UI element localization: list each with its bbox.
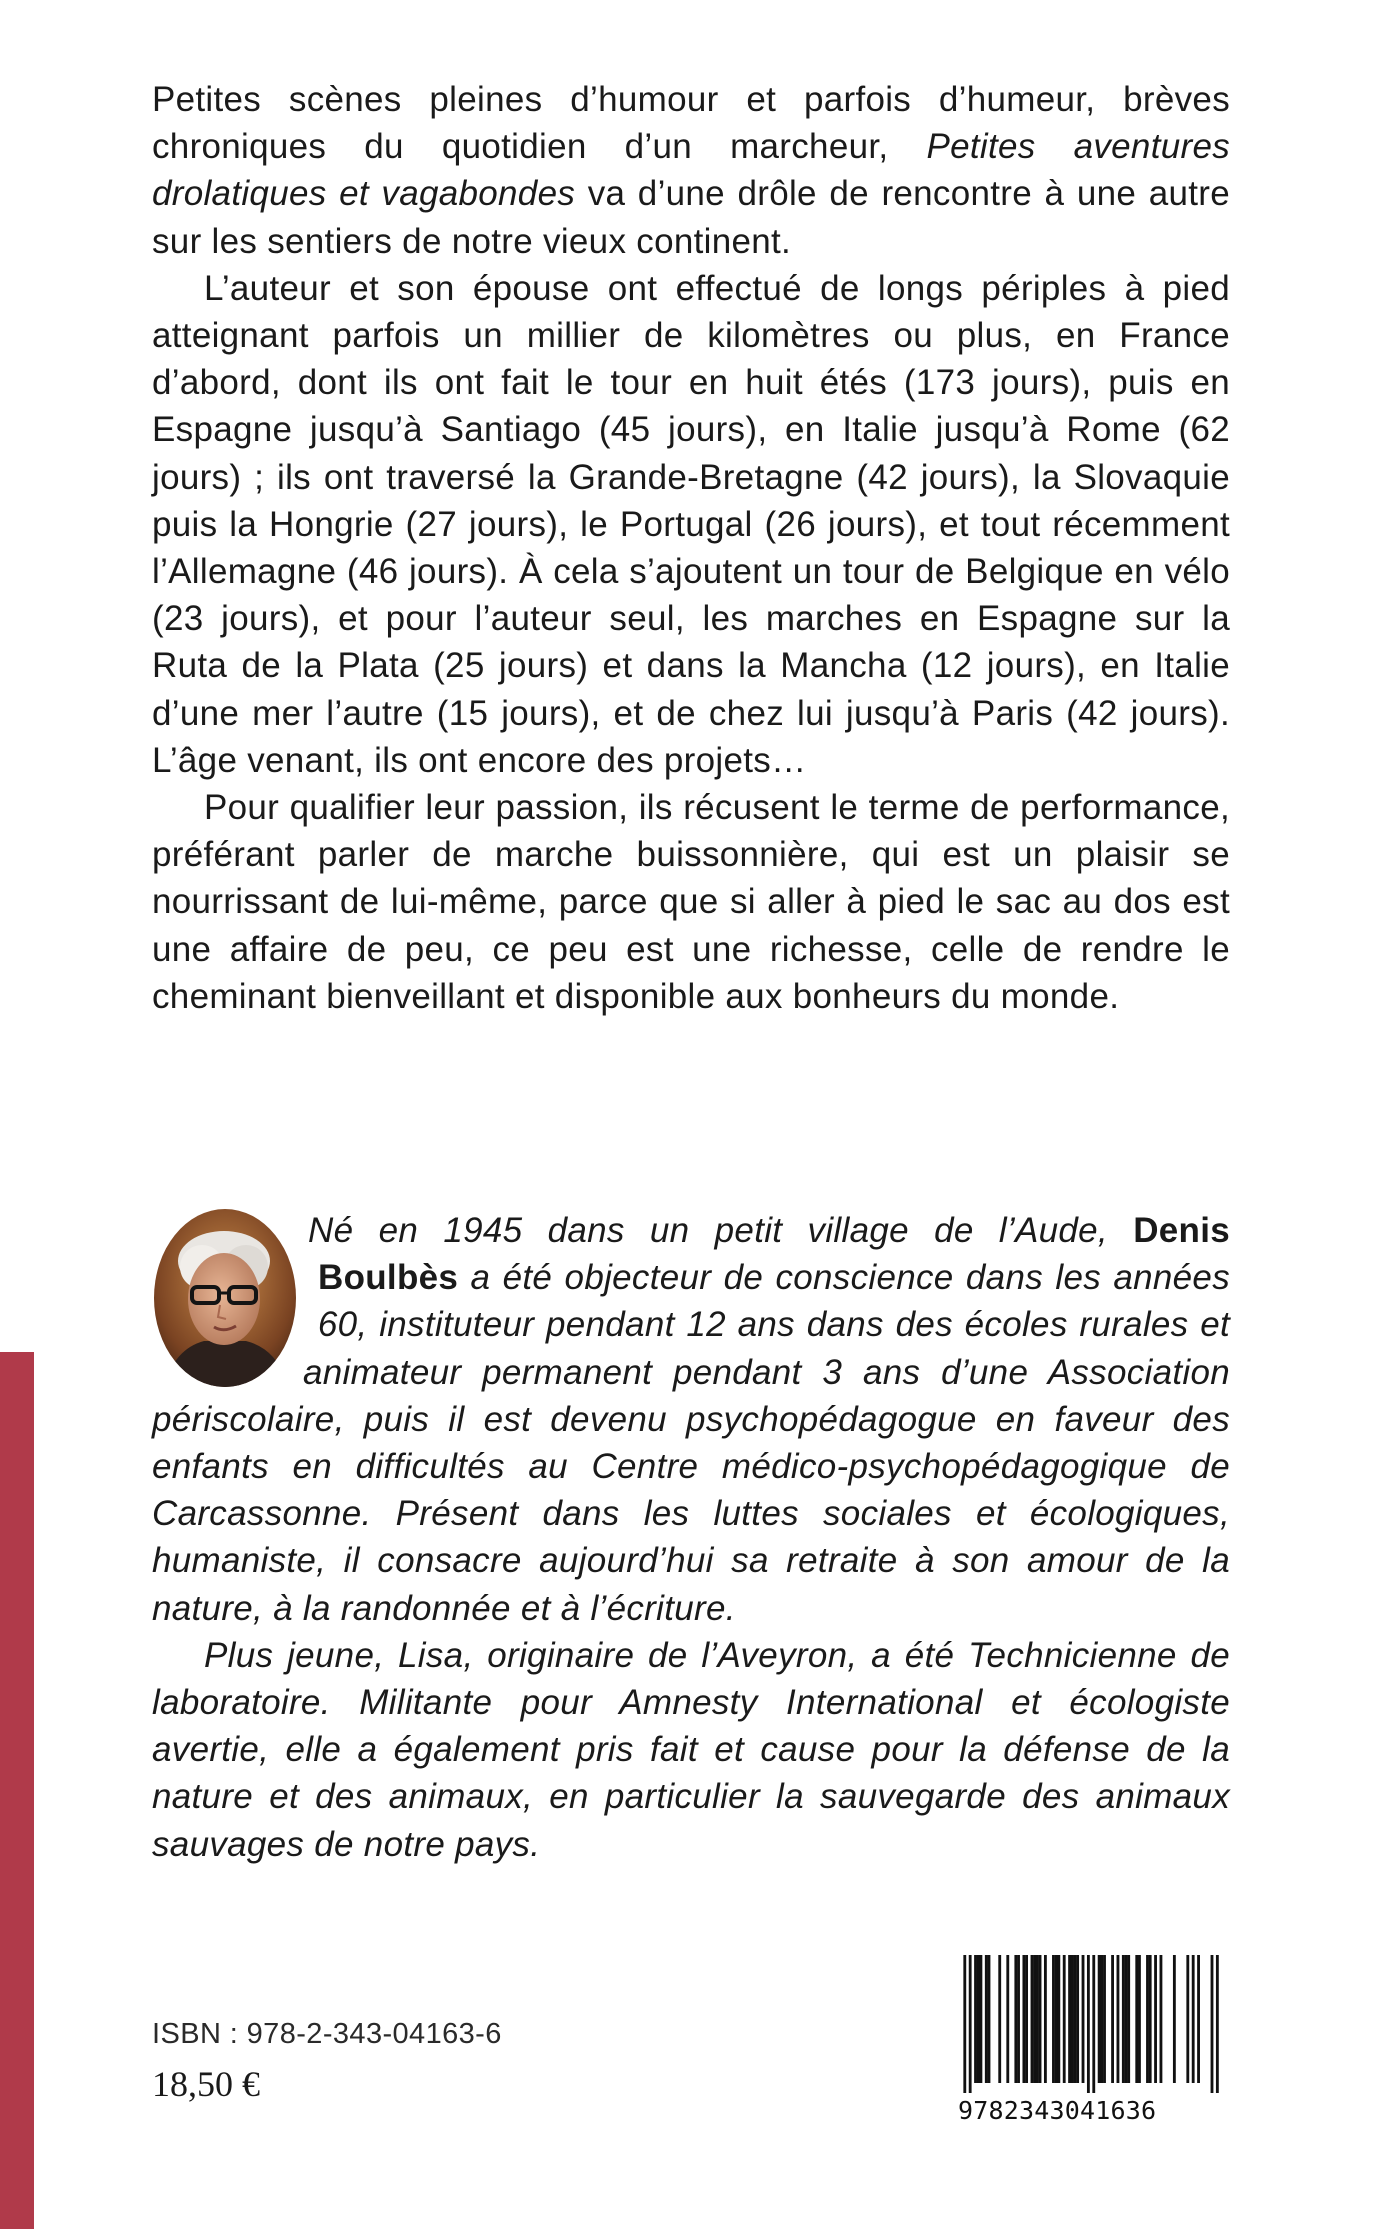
author-biography <box>152 1207 1230 1868</box>
barcode-bar <box>1149 1955 1152 2083</box>
barcode-bar <box>1117 1955 1120 2083</box>
barcode-bar <box>1092 1955 1095 2093</box>
barcode-bar <box>1098 1955 1101 2083</box>
barcode-bar <box>1087 1955 1090 2093</box>
barcode-bar <box>1216 1955 1219 2093</box>
barcode-bar <box>1154 1955 1157 2083</box>
barcode-bar <box>1063 1955 1066 2083</box>
summary-p1-end: va d’une drôle de rencontre à une autre sur les sentiers de notre vieux continent. <box>152 174 1230 261</box>
barcode-bar <box>1100 1955 1103 2083</box>
barcode-bar <box>1017 1955 1020 2083</box>
author-bio-end: a été objecteur de conscience dans les années 60, instituteur pendant 12 ans dans des écoles rurales et animateur permanent pendant 3 ans d’une Association périscolaire, puis il est devenu psychopédagogue en faveur des enfants en difficultés au Centre médico-psychopédagogique de Carcassonne. Présent dans les luttes sociales et écologiques, humaniste, il consacre aujourd’hui sa retraite à son amour de la nature, à la randonnée et à l’écriture. <box>152 1258 1230 1628</box>
book-title-italic: Petites aventures drolatiques et vagabondes <box>152 127 1231 214</box>
barcode-bar <box>1127 1955 1130 2083</box>
barcode-bar <box>1111 1955 1114 2083</box>
author-bio-start: Né en 1945 dans un petit village de l’Aude, <box>308 1211 1134 1250</box>
barcode-bar <box>1014 1955 1017 2083</box>
isbn-barcode <box>958 1955 1224 2093</box>
author-portrait <box>154 1209 296 1387</box>
price-label: 18,50 € <box>152 2064 260 2104</box>
barcode-bar <box>977 1955 980 2083</box>
barcode-bar <box>1036 1955 1039 2083</box>
barcode-bar <box>1146 1955 1149 2083</box>
barcode-bar <box>1039 1955 1042 2083</box>
barcode-bar <box>1197 1955 1200 2083</box>
barcode-bar <box>1122 1955 1125 2083</box>
barcode-bar <box>1082 1955 1085 2083</box>
barcode-bar <box>1135 1955 1138 2083</box>
barcode-bar <box>1192 1955 1195 2083</box>
barcode-bar <box>974 1955 977 2083</box>
barcode-bar <box>1138 1955 1141 2083</box>
barcode-bar <box>1022 1955 1025 2083</box>
barcode-bar <box>1031 1955 1034 2083</box>
barcode-bar <box>988 1955 991 2083</box>
barcode-bar <box>1068 1955 1071 2083</box>
barcode-bar <box>1074 1955 1077 2083</box>
summary-paragraph-1 <box>152 76 1230 265</box>
barcode-bar <box>1211 1955 1214 2093</box>
barcode-bar <box>1076 1955 1079 2083</box>
author-bio-paragraph <box>152 1207 1230 1632</box>
barcode-bar <box>1173 1955 1176 2083</box>
barcode-bar <box>998 1955 1001 2083</box>
summary-paragraph-2: L’auteur et son épouse ont effectué de longs périples à pied atteignant parfois un millier de kilomètres ou plus, en France d’abord, dont ils ont fait le tour en huit étés (173 jours), puis en Espagne jusqu’à Santiago (45 jours), en Italie jusqu’à Rome (62 jours) ; ils ont traversé la Grande-Bretagne (42 jours), la Slovaquie puis la Hongrie (27 jours), le Portugal (26 jours), et tout récemment l’Allemagne (46 jours). À cela s’ajoutent un tour de Belgique en vélo (23 jours), et pour l’auteur seul, les marches en Espagne sur la Ruta de la Plata (25 jours) et dans la Mancha (12 jours), en Italie d’une mer l’autre (15 jours), et de chez lui jusqu’à Paris (42 jours). L’âge venant, ils ont encore des projets… <box>152 268 1230 780</box>
barcode-bar <box>1044 1955 1047 2083</box>
barcode-bar <box>1160 1955 1163 2083</box>
barcode-bar <box>1033 1955 1036 2083</box>
barcode-bar <box>1006 1955 1009 2083</box>
barcode-bar <box>1052 1955 1055 2083</box>
barcode-bar <box>963 1955 966 2093</box>
summary-p1-start: Petites scènes pleines d’humour et parfois d’humeur, brèves chroniques du quotidien d’un marcheur, <box>152 80 1230 167</box>
barcode-bar <box>1186 1955 1189 2083</box>
barcode-digits: 9782343041636 <box>958 2096 1157 2125</box>
barcode-bar <box>1025 1955 1028 2083</box>
book-summary <box>152 76 1230 1020</box>
barcode-bar <box>1125 1955 1128 2083</box>
spine-color-bar <box>0 1352 34 2229</box>
barcode-bar <box>969 1955 972 2093</box>
author-name: Denis Boulbès <box>318 1211 1230 1298</box>
barcode-bar <box>1055 1955 1058 2083</box>
barcode-bar <box>979 1955 982 2083</box>
lisa-bio-paragraph: Plus jeune, Lisa, originaire de l’Aveyron, a été Technicienne de laboratoire. Militante pour Amnesty International et écologiste avertie, elle a également pris fait et cause pour la défense de la nature et des animaux, en particulier la sauvegarde des animaux sauvages de notre pays. <box>152 1635 1230 1864</box>
barcode-bar <box>985 1955 988 2083</box>
barcode-bar <box>1103 1955 1106 2083</box>
barcode-bar <box>1057 1955 1060 2083</box>
author-photo-illustration <box>154 1209 296 1387</box>
summary-paragraph-3: Pour qualifier leur passion, ils récusent le terme de performance, préférant parler de marche buissonnière, qui est un plaisir se nourrissant de lui-même, parce que si aller à pied le sac au dos est une affaire de peu, ce peu est une richesse, celle de rendre le cheminant bienveillant et disponible aux bonheurs du monde. <box>152 788 1230 1016</box>
isbn-label: ISBN : 978-2-343-04163-6 <box>152 2018 502 2050</box>
barcode-bar <box>1071 1955 1074 2083</box>
